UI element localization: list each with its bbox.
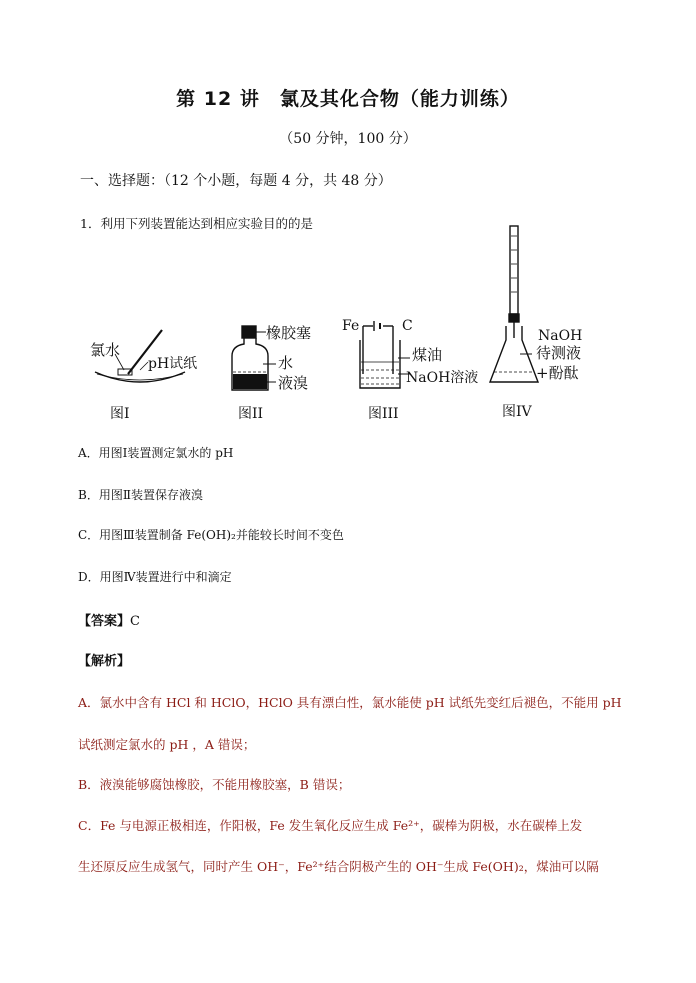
option-b: B．用图Ⅱ装置保存液溴 <box>78 488 203 502</box>
question-1: 1．利用下列装置能达到相应实验目的的是 <box>80 216 313 231</box>
answer-value: C <box>130 614 140 629</box>
label-stopper: 橡胶塞 <box>266 324 312 342</box>
page-subtitle: （50 分钟，100 分） <box>279 131 417 147</box>
figure-2 <box>232 324 311 422</box>
label-sample: 待测液 <box>536 344 582 362</box>
label-c: C <box>402 318 413 334</box>
caption-fig4: 图IV <box>502 404 532 420</box>
apparatus-figure <box>80 222 640 427</box>
section-heading: 一、选择题：（12 个小题，每题 4 分，共 48 分） <box>80 173 392 189</box>
analysis-c-line1: C．Fe 与电源正极相连，作阳极，Fe 发生氧化反应生成 Fe²⁺，碳棒为阴极，水在碳棒上发 <box>78 818 583 833</box>
label-ph-paper: pH试纸 <box>148 356 198 372</box>
label-fe: Fe <box>342 318 360 334</box>
analysis-label: 【解析】 <box>78 654 131 669</box>
option-d: D．用图Ⅳ装置进行中和滴定 <box>78 570 232 584</box>
analysis-a-line2: 试纸测定氯水的 pH ，A 错误； <box>78 737 256 752</box>
answer <box>78 610 140 629</box>
label-kerosene: 煤油 <box>412 346 443 364</box>
label-bromine: 液溴 <box>278 374 309 392</box>
option-c: C．用图Ⅲ装置制备 Fe(OH)₂并能较长时间不变色 <box>78 528 344 542</box>
page-title: 第 12 讲 氯及其化合物（能力训练） <box>176 88 520 110</box>
label-water: 水 <box>278 354 294 372</box>
caption-fig3: 图III <box>368 406 399 422</box>
label-indicator: +酚酞 <box>536 364 579 382</box>
label-chlorine-water: 氯水 <box>90 341 121 359</box>
figure-4 <box>490 226 582 420</box>
figure-1 <box>90 330 197 422</box>
analysis-c-line2: 生还原反应生成氢气，同时产生 OH⁻，Fe²⁺结合阴极产生的 OH⁻生成 Fe(OH)₂，煤油可以隔 <box>78 859 599 874</box>
caption-fig2: 图II <box>238 406 264 422</box>
caption-fig1: 图I <box>110 406 130 422</box>
figure-3 <box>342 318 478 422</box>
option-a: A．用图Ⅰ装置测定氯水的 pH <box>78 446 234 460</box>
analysis-a-line1: A．氯水中含有 HCl 和 HClO，HClO 具有漂白性，氯水能使 pH 试纸先变红后褪色，不能用 pH <box>78 695 622 710</box>
analysis-b: B．液溴能够腐蚀橡胶，不能用橡胶塞，B 错误； <box>78 777 351 792</box>
label-naoh: NaOH <box>538 328 583 344</box>
label-naoh-solution: NaOH溶液 <box>406 370 479 386</box>
answer-label: 【答案】 <box>78 614 131 629</box>
